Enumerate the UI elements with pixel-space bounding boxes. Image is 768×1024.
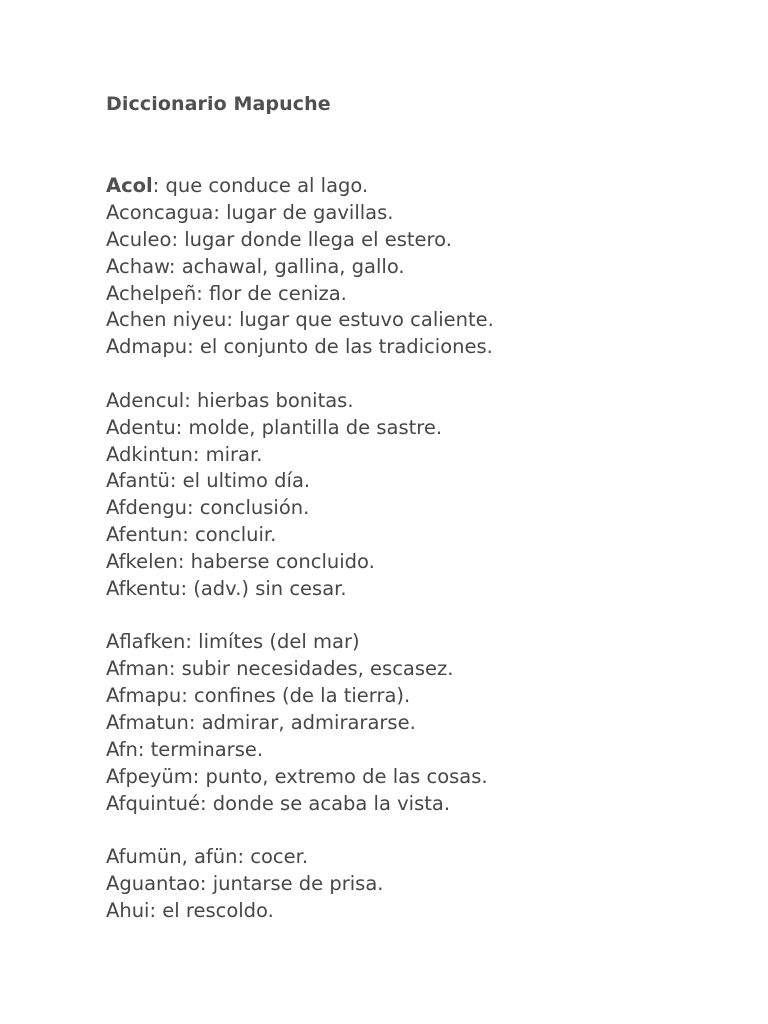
dictionary-entry — [106, 415, 726, 442]
dictionary-entry — [106, 844, 726, 871]
entry-definition: : punto, extremo de las cosas. — [192, 764, 488, 788]
entry-definition: : limítes (del mar) — [185, 630, 360, 654]
entry-definition: : confines (de la tierra). — [181, 684, 411, 708]
entry-term: Afdengu — [106, 496, 187, 520]
entry-group — [106, 629, 726, 817]
dictionary-entry — [106, 173, 726, 200]
entry-term: Afentun — [106, 523, 183, 547]
dictionary-entry — [106, 629, 726, 656]
dictionary-entries — [106, 173, 726, 951]
dictionary-entry — [106, 656, 726, 683]
entry-term: Afpeyüm — [106, 764, 193, 788]
dictionary-entry — [106, 549, 726, 576]
dictionary-entry — [106, 898, 726, 925]
entry-definition: : que conduce al lago. — [152, 174, 369, 197]
entry-term: Aconcagua — [106, 200, 214, 224]
entry-definition: : mirar. — [192, 442, 263, 466]
dictionary-entry — [106, 764, 726, 791]
entry-group — [106, 388, 726, 603]
entry-term: Admapu — [106, 335, 188, 359]
entry-term: Acol — [106, 174, 153, 197]
entry-definition: : hierbas bonitas. — [184, 388, 354, 412]
entry-term: Achen niyeu — [106, 308, 227, 332]
entry-term: Adencul — [106, 388, 185, 412]
entry-term: Afkentu — [106, 576, 181, 600]
dictionary-entry — [106, 683, 726, 710]
entry-term: Afn — [106, 737, 138, 761]
entry-term: Aflafken — [106, 630, 186, 654]
entry-definition: : achawal, gallina, gallo. — [168, 254, 405, 278]
dictionary-entry — [106, 576, 726, 603]
entry-definition: : admirar, admirararse. — [188, 711, 416, 735]
entry-term: Adkintun — [106, 442, 193, 466]
entry-definition: : terminarse. — [137, 737, 264, 761]
entry-definition: : juntarse de prisa. — [199, 871, 384, 895]
dictionary-entry — [106, 334, 726, 361]
entry-term: Afman — [106, 657, 169, 681]
entry-definition: : (adv.) sin cesar. — [180, 576, 347, 600]
entry-definition: : concluir. — [182, 523, 277, 547]
entry-term: Adentu — [106, 415, 176, 439]
entry-definition: : subir necesidades, escasez. — [168, 657, 454, 681]
document-title: Diccionario Mapuche — [106, 93, 331, 115]
dictionary-entry — [106, 871, 726, 898]
entry-term: Aculeo — [106, 227, 172, 251]
entry-definition: : donde se acaba la vista. — [200, 791, 451, 815]
entry-term: Afmapu — [106, 684, 182, 708]
entry-definition: : conclusión. — [186, 496, 310, 520]
entry-term: Afmatun — [106, 711, 189, 735]
dictionary-entry — [106, 468, 726, 495]
entry-group — [106, 844, 726, 925]
entry-definition: : lugar que estuvo caliente. — [226, 308, 494, 332]
entry-group — [106, 173, 726, 361]
entry-term: Afantü — [106, 469, 170, 493]
dictionary-entry — [106, 227, 726, 254]
dictionary-entry — [106, 737, 726, 764]
entry-definition: : haberse concluido. — [177, 550, 375, 574]
entry-term: Ahui — [106, 898, 150, 922]
entry-term: Achelpeñ — [106, 281, 197, 305]
entry-term: Afquintué — [106, 791, 201, 815]
dictionary-entry — [106, 495, 726, 522]
entry-term: Afkelen — [106, 550, 178, 574]
entry-definition: : el rescoldo. — [149, 898, 274, 922]
entry-term: Afumün, afün — [106, 845, 238, 869]
entry-definition: : el conjunto de las tradiciones. — [187, 335, 493, 359]
dictionary-entry — [106, 281, 726, 308]
entry-definition: : molde, plantilla de sastre. — [175, 415, 443, 439]
dictionary-entry — [106, 442, 726, 469]
dictionary-entry — [106, 254, 726, 281]
dictionary-entry — [106, 791, 726, 818]
entry-term: Achaw — [106, 254, 169, 278]
entry-definition: : flor de ceniza. — [196, 281, 347, 305]
dictionary-entry — [106, 200, 726, 227]
entry-definition: : lugar donde llega el estero. — [171, 227, 452, 251]
dictionary-entry — [106, 388, 726, 415]
dictionary-entry — [106, 522, 726, 549]
dictionary-entry — [106, 307, 726, 334]
entry-definition: : lugar de gavillas. — [213, 200, 394, 224]
entry-definition: : cocer. — [237, 845, 309, 869]
dictionary-entry — [106, 710, 726, 737]
entry-definition: : el ultimo día. — [169, 469, 311, 493]
entry-term: Aguantao — [106, 871, 200, 895]
